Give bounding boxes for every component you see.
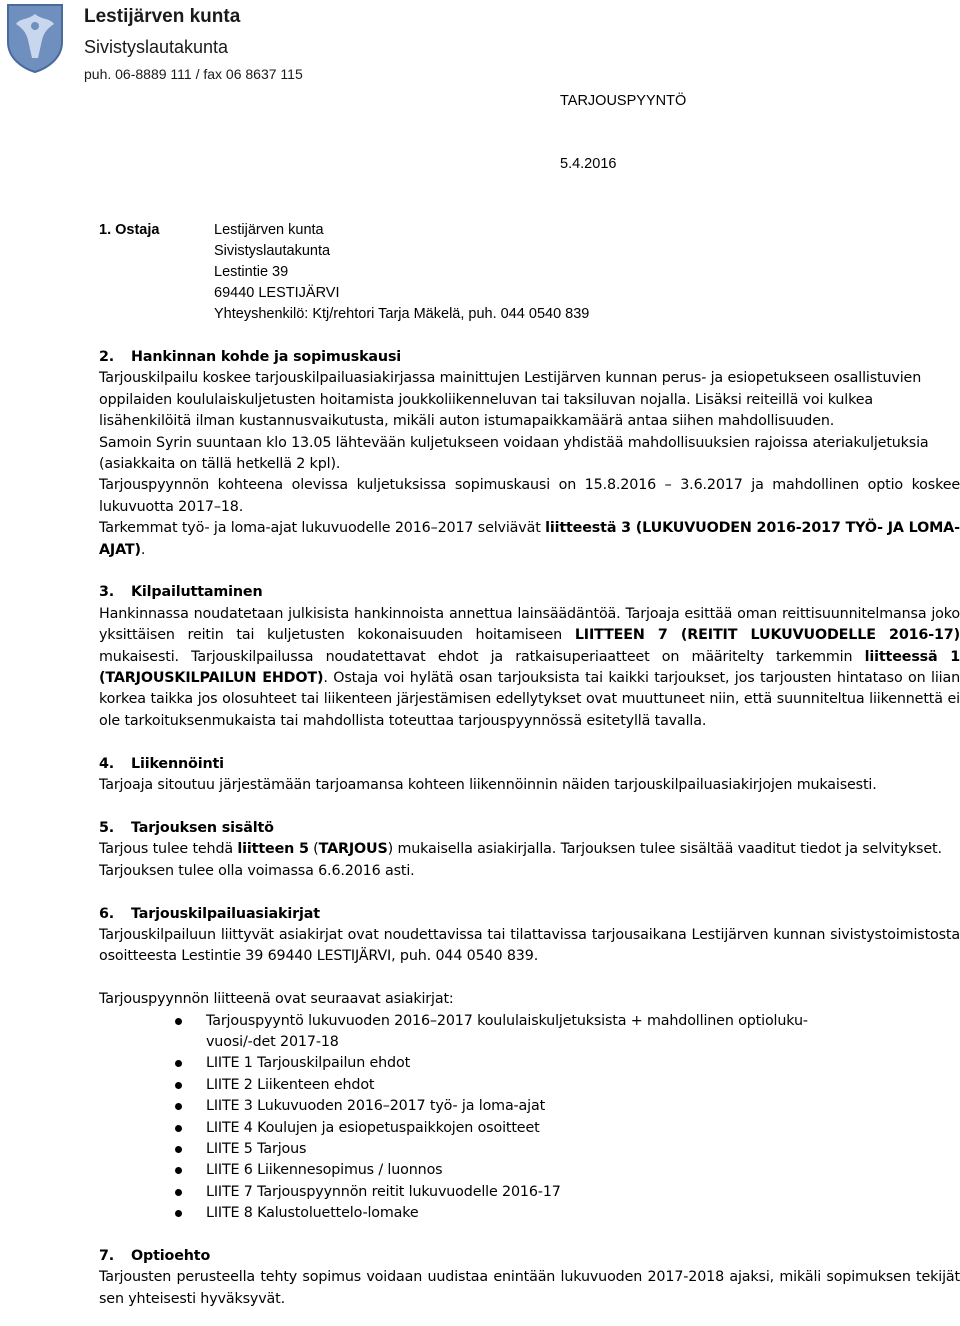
- section-number: 3.: [99, 584, 115, 601]
- text-run: Tarkemmat työ- ja loma-ajat lukuvuodelle 2016–2017 selviävät: [99, 520, 546, 537]
- list-item: [99, 1075, 960, 1096]
- document-date: 5.4.2016: [560, 156, 617, 172]
- section-title: Tarjouksen sisältö: [131, 819, 274, 836]
- section-heading: [99, 582, 960, 603]
- bullet-icon: [175, 1060, 182, 1067]
- attachments-list: [99, 1011, 960, 1225]
- buyer-heading: 1. Ostaja: [99, 222, 160, 238]
- text-run: . Ostaja voi hylätä osan tarjouksista tai kaikki tarjoukset, jos tarjousten hintataso on liian korkea taikka jos olosuhteet tai liikenteen järjestämisen edellytykset ovat muuttuneet niin, että suunniteltua liikennettä ei ole tarkoituksenmukaista tai mahdollista toteuttaa tarjouspyynnössä esitetyllä tavalla.: [99, 670, 960, 729]
- list-item: [99, 1011, 960, 1054]
- bullet-icon: [175, 1103, 182, 1110]
- document-body: [99, 347, 960, 1310]
- paragraph: Tarjouskilpailu koskee tarjouskilpailuasiakirjassa mainittujen Lestijärven kunnan perus- ja esiopetukseen osallistuvien oppilaiden koululaiskuljetusten hoitamista joukkoliikenneluvan tai taksiluvan nojalla. Lisäksi reiteillä voi kulkea lisähenkilöitä ilman kustannusvaikutusta, mikäli auton istumapaikkamäärä antaa siihen mahdollisuuden.: [99, 370, 922, 430]
- text-run: Hankinnassa noudatetaan julkisista hankinnoista annettua lainsäädäntöä. Tarjoaja esittää oman reittisuunnitelmansa joko yksittäisen reitin tai kuljetusten kokonaisuuden hoitamiseen: [99, 605, 960, 644]
- section-number: 5.: [99, 819, 115, 836]
- paragraph: Tarjouksen tulee olla voimassa 6.6.2016 asti.: [99, 862, 415, 879]
- organization-name: Lestijärven kunta: [84, 6, 241, 27]
- list-item: [99, 1096, 960, 1117]
- buyer-line: Yhteyshenkilö: Ktj/rehtori Tarja Mäkelä, puh. 044 0540 839: [214, 306, 590, 322]
- text-run: Tarjous tulee tehdä: [99, 841, 238, 858]
- section-title: Hankinnan kohde ja sopimuskausi: [131, 349, 402, 365]
- text-run: mukaisesti. Tarjouskilpailussa noudatettavat ehdot ja ratkaisuperiaatteet on määritelty tarkemmin: [99, 648, 865, 665]
- section-heading: [99, 347, 960, 368]
- bullet-icon: [175, 1189, 182, 1196]
- section-title: Kilpailuttaminen: [131, 584, 263, 601]
- text-run: (: [308, 841, 319, 858]
- buyer-line: Sivistyslautakunta: [214, 243, 331, 259]
- attachment-reference: liitteen 5: [237, 841, 309, 858]
- text-run: .: [140, 541, 146, 558]
- bullet-icon: [175, 1146, 182, 1153]
- coat-of-arms-icon: [4, 2, 66, 74]
- attachment-reference: TARJOUS: [318, 841, 388, 858]
- list-item: [99, 1182, 960, 1203]
- list-item: [99, 1160, 960, 1181]
- paragraph: [99, 604, 960, 732]
- bullet-icon: [175, 1018, 182, 1025]
- section-title: Tarjouskilpailuasiakirjat: [131, 905, 320, 922]
- organization-department: Sivistyslautakunta: [84, 37, 229, 57]
- attachment-reference: LIITTEEN 7 (REITIT LUKUVUODELLE 2016-17): [574, 627, 960, 644]
- buyer-line: Lestintie 39: [214, 264, 289, 280]
- list-item-text: LIITE 2 Liikenteen ehdot: [206, 1076, 375, 1093]
- section-number: 6.: [99, 905, 115, 922]
- document-type: TARJOUSPYYNTÖ: [560, 93, 687, 109]
- list-item: [99, 1118, 960, 1139]
- paragraph: Tarjousten perusteella tehty sopimus voidaan uudistaa enintään lukuvuoden 2017-2018 ajaksi, mikäli sopimuksen tekijät sen yhteisesti hyväksyvät.: [99, 1269, 960, 1307]
- organization-phone: puh. 06-8889 111 / fax 06 8637 115: [84, 66, 303, 82]
- list-item: [99, 1053, 960, 1074]
- bullet-icon: [175, 1210, 182, 1217]
- paragraph: Tarjoaja sitoutuu järjestämään tarjoamansa kohteen liikennöinnin näiden tarjouskilpailuasiakirjojen mukaisesti.: [99, 777, 877, 794]
- attachments-intro: Tarjouspyynnön liitteenä ovat seuraavat asiakirjat:: [99, 991, 454, 1008]
- list-item-text: LIITE 4 Koulujen ja esiopetuspaikkojen osoitteet: [206, 1119, 540, 1136]
- section-heading: [99, 1246, 960, 1267]
- section-number: 4.: [99, 755, 115, 772]
- list-item: [99, 1139, 960, 1160]
- list-item-text: LIITE 8 Kalustoluettelo-lomake: [206, 1205, 419, 1222]
- buyer-address: [214, 220, 589, 325]
- list-item-text: LIITE 5 Tarjous: [206, 1140, 307, 1157]
- paragraph: Samoin Syrin suuntaan klo 13.05 lähtevään kuljetukseen voidaan yhdistää mahdollisuuksien rajoissa ateriakuljetuksia (asiakkaita on tällä hetkellä 2 kpl).: [99, 434, 929, 473]
- bullet-icon: [175, 1125, 182, 1132]
- buyer-line: 69440 LESTIJÄRVI: [214, 285, 340, 301]
- paragraph: Tarjouskilpailuun liittyvät asiakirjat ovat noudettavissa tai tilattavissa tarjousaikana Lestijärven kunnan sivistystoimistosta osoitteesta Lestintie 39 69440 LESTIJÄRVI, puh. 044 0540 839.: [99, 926, 960, 965]
- section-heading: [99, 754, 960, 775]
- list-item-text: LIITE 7 Tarjouspyynnön reitit lukuvuodelle 2016-17: [206, 1183, 561, 1200]
- bullet-icon: [175, 1167, 182, 1174]
- list-item-text: LIITE 3 Lukuvuoden 2016–2017 työ- ja loma-ajat: [206, 1098, 546, 1115]
- attachment-reference: liitteestä 3 (LUKUVUODEN 2016-2017 TYÖ- JA LOMA-AJAT): [99, 520, 960, 558]
- list-item-text: LIITE 6 Liikennesopimus / luonnos: [206, 1162, 443, 1179]
- paragraph: [99, 839, 960, 860]
- paragraph: Tarjouspyynnön kohteena olevissa kuljetuksissa sopimuskausi on 15.8.2016 – 3.6.2017 ja mahdollinen optio koskee lukuvuotta 2017–18.: [99, 477, 960, 515]
- list-item: [99, 1203, 960, 1224]
- section-title: Optioehto: [131, 1247, 211, 1264]
- section-heading: [99, 818, 960, 839]
- section-number: 7.: [99, 1247, 115, 1264]
- section-heading: [99, 904, 960, 925]
- list-item-text: Tarjouspyyntö lukuvuoden 2016–2017 koululaiskuljetuksista + mahdollinen optioluku-vuosi/-det 2017-18: [206, 1012, 808, 1050]
- text-run: ) mukaisella asiakirjalla. Tarjouksen tulee sisältää vaaditut tiedot ja selvitykset.: [387, 841, 942, 858]
- list-item-text: LIITE 1 Tarjouskilpailun ehdot: [206, 1055, 411, 1072]
- section-title: Liikennöinti: [131, 755, 224, 772]
- paragraph: [99, 518, 960, 561]
- section-number: 2.: [99, 349, 115, 365]
- buyer-line: Lestijärven kunta: [214, 222, 324, 238]
- attachment-reference: liitteessä 1 (TARJOUSKILPAILUN EHDOT): [99, 648, 960, 687]
- bullet-icon: [175, 1082, 182, 1089]
